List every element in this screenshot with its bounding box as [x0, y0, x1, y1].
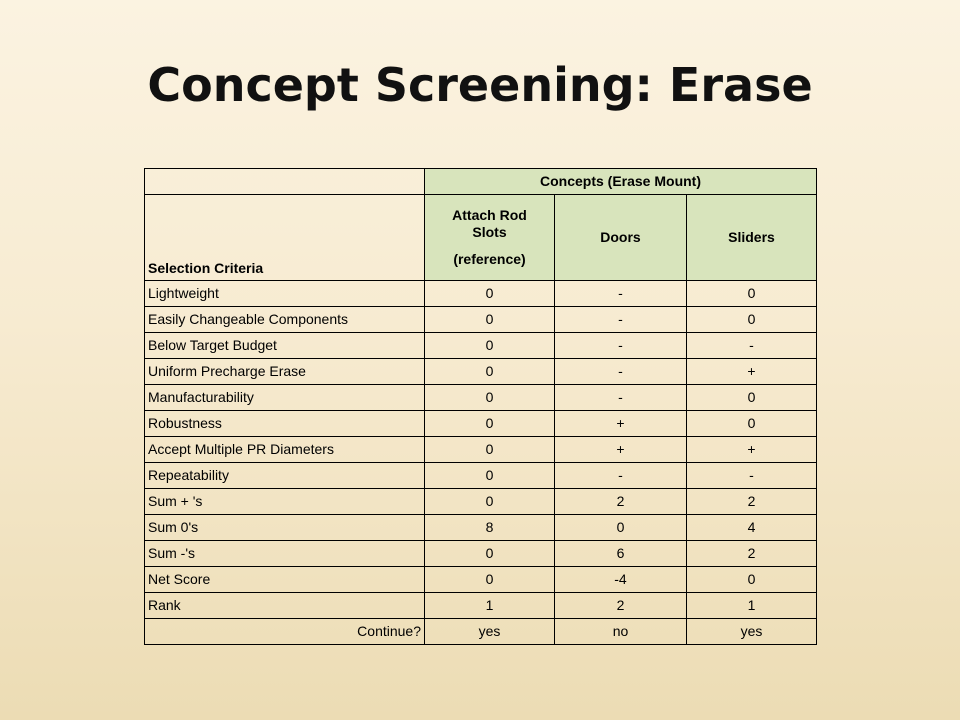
- score-cell-sliders: 4: [687, 515, 817, 541]
- table-row: [145, 515, 817, 541]
- score-cell-sliders: +: [687, 437, 817, 463]
- continue-row: [145, 619, 817, 645]
- continue-label: Continue?: [145, 619, 425, 645]
- table-row: [145, 489, 817, 515]
- score-cell-doors: 2: [555, 593, 687, 619]
- score-cell-sliders: +: [687, 359, 817, 385]
- score-cell-sliders: 2: [687, 489, 817, 515]
- score-cell-doors: +: [555, 437, 687, 463]
- criteria-rows: [145, 281, 817, 619]
- score-cell-sliders: 0: [687, 411, 817, 437]
- score-cell-sliders: 0: [687, 567, 817, 593]
- criterion-label: Uniform Precharge Erase: [145, 359, 425, 385]
- score-cell-sliders: -: [687, 333, 817, 359]
- concept-header-sliders: Sliders: [687, 195, 817, 281]
- criterion-label: Repeatability: [145, 463, 425, 489]
- table-row: [145, 593, 817, 619]
- continue-cell-doors: no: [555, 619, 687, 645]
- score-cell-doors: -: [555, 359, 687, 385]
- score-cell-reference: 1: [425, 593, 555, 619]
- score-cell-doors: 0: [555, 515, 687, 541]
- criterion-label: Easily Changeable Components: [145, 307, 425, 333]
- score-cell-reference: 0: [425, 307, 555, 333]
- empty-corner-cell: [145, 169, 425, 195]
- slide-title: Concept Screening: Erase: [147, 58, 813, 112]
- criterion-label: Sum 0's: [145, 515, 425, 541]
- table-row: [145, 411, 817, 437]
- criterion-label: Sum + 's: [145, 489, 425, 515]
- reference-concept-header: [425, 195, 555, 281]
- criterion-label: Accept Multiple PR Diameters: [145, 437, 425, 463]
- score-cell-reference: 0: [425, 385, 555, 411]
- criterion-label: Lightweight: [145, 281, 425, 307]
- score-cell-reference: 0: [425, 411, 555, 437]
- score-cell-doors: -: [555, 463, 687, 489]
- concept-header-row: [145, 195, 817, 281]
- table-row: [145, 333, 817, 359]
- score-cell-doors: -: [555, 307, 687, 333]
- reference-concept-name-line2: Slots: [472, 224, 507, 241]
- criterion-label: Net Score: [145, 567, 425, 593]
- selection-criteria-header: Selection Criteria: [145, 195, 425, 281]
- table-row: [145, 359, 817, 385]
- criterion-label: Below Target Budget: [145, 333, 425, 359]
- score-cell-sliders: 2: [687, 541, 817, 567]
- table-row: [145, 307, 817, 333]
- concepts-group-header: Concepts (Erase Mount): [425, 169, 817, 195]
- table-row: [145, 437, 817, 463]
- score-cell-doors: -: [555, 281, 687, 307]
- score-cell-doors: 6: [555, 541, 687, 567]
- reference-concept-name-line1: Attach Rod: [452, 207, 527, 224]
- table-row: [145, 385, 817, 411]
- score-cell-reference: 0: [425, 489, 555, 515]
- concept-header-doors: Doors: [555, 195, 687, 281]
- score-cell-reference: 0: [425, 541, 555, 567]
- score-cell-sliders: 1: [687, 593, 817, 619]
- score-cell-reference: 0: [425, 463, 555, 489]
- table-row: [145, 281, 817, 307]
- criterion-label: Sum -'s: [145, 541, 425, 567]
- continue-cell-reference: yes: [425, 619, 555, 645]
- score-cell-doors: 2: [555, 489, 687, 515]
- score-cell-sliders: 0: [687, 385, 817, 411]
- table-row: [145, 567, 817, 593]
- table-row: [145, 541, 817, 567]
- score-cell-sliders: -: [687, 463, 817, 489]
- concept-screening-table: [144, 168, 817, 645]
- table-row: [145, 463, 817, 489]
- score-cell-reference: 0: [425, 281, 555, 307]
- continue-cell-sliders: yes: [687, 619, 817, 645]
- score-cell-doors: -: [555, 385, 687, 411]
- group-header-row: [145, 169, 817, 195]
- score-cell-reference: 0: [425, 333, 555, 359]
- criterion-label: Robustness: [145, 411, 425, 437]
- score-cell-sliders: 0: [687, 281, 817, 307]
- criterion-label: Manufacturability: [145, 385, 425, 411]
- score-cell-doors: +: [555, 411, 687, 437]
- score-cell-reference: 0: [425, 437, 555, 463]
- score-cell-doors: -4: [555, 567, 687, 593]
- score-cell-reference: 8: [425, 515, 555, 541]
- criterion-label: Rank: [145, 593, 425, 619]
- score-cell-doors: -: [555, 333, 687, 359]
- score-cell-reference: 0: [425, 567, 555, 593]
- score-cell-sliders: 0: [687, 307, 817, 333]
- reference-tag: (reference): [453, 250, 526, 267]
- score-cell-reference: 0: [425, 359, 555, 385]
